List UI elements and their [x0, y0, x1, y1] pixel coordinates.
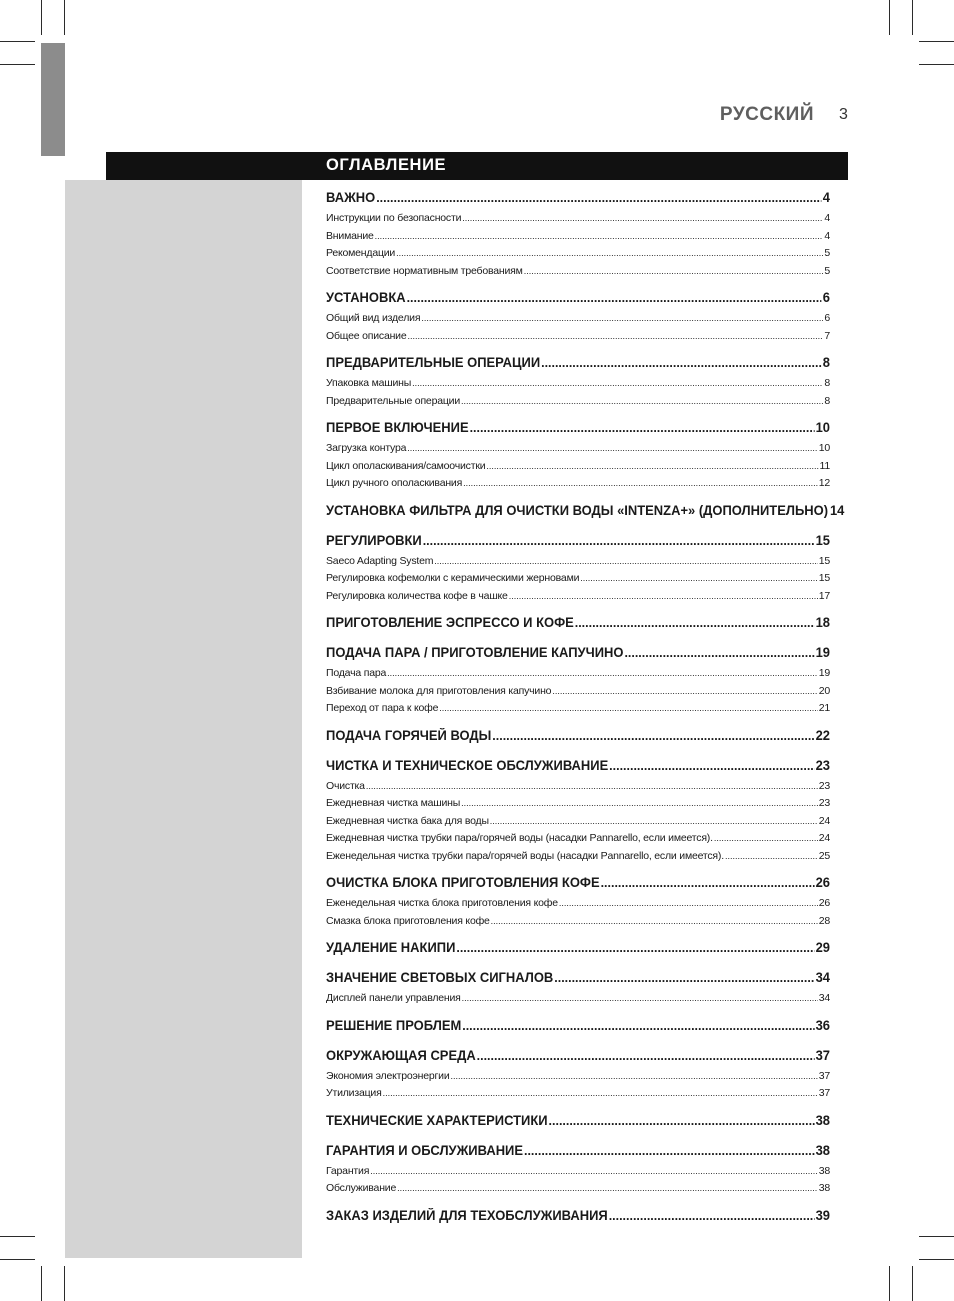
crop-mark [0, 64, 35, 65]
toc-heading-title: ЗНАЧЕНИЕ СВЕТОВЫХ СИГНАЛОВ [326, 970, 554, 985]
dot-leader [624, 645, 814, 660]
toc-entry[interactable] [326, 667, 830, 685]
toc-section [326, 355, 830, 412]
language-label: РУССКИЙ [719, 104, 814, 125]
toc-entry[interactable] [326, 442, 830, 460]
toc-section [326, 970, 830, 1010]
dot-leader [412, 378, 823, 388]
toc-entry[interactable] [326, 460, 830, 478]
crop-mark [919, 41, 954, 42]
toc-heading-page: 6 [822, 290, 830, 305]
toc-heading-title: УСТАНОВКА ФИЛЬТРА ДЛЯ ОЧИСТКИ ВОДЫ «INTENZA+» (ДОПОЛНИТЕЛЬНО) [326, 502, 829, 518]
toc-entry-title: Экономия электроэнергии [326, 1069, 450, 1082]
dot-leader [509, 591, 818, 601]
toc-entry-title: Еженедельная чистка блока приготовления кофе [326, 897, 558, 909]
toc-entry[interactable] [326, 815, 830, 833]
toc-entry[interactable] [326, 477, 830, 495]
toc-heading-page: 14 [829, 502, 845, 518]
toc-section [326, 1018, 830, 1040]
toc-heading-title: ГАРАНТИЯ И ОБСЛУЖИВАНИЕ [326, 1142, 524, 1158]
crop-mark [912, 1266, 913, 1301]
toc-heading[interactable] [326, 1113, 830, 1135]
toc-entry-page: 28 [818, 914, 830, 927]
dot-leader [396, 248, 823, 258]
toc-entry-page: 8 [824, 377, 830, 389]
dot-leader [470, 420, 815, 435]
toc-entry-title: Смазка блока приготовления кофе [326, 914, 490, 927]
crop-mark [0, 1259, 35, 1260]
toc-heading-page: 8 [822, 355, 830, 370]
toc-heading-title: ПОДАЧА ПАРА / ПРИГОТОВЛЕНИЕ КАПУЧИНО [326, 645, 624, 660]
toc-entry-title: Взбивание молока для приготовления капучино [326, 684, 552, 697]
toc-section [326, 1113, 830, 1135]
toc-entry-title: Переход от пара к кофе [326, 702, 439, 714]
dot-leader [486, 461, 818, 471]
toc-heading[interactable] [326, 1048, 830, 1070]
toc-heading[interactable] [326, 1208, 830, 1230]
toc-section [326, 1143, 830, 1200]
toc-entry-page: 37 [818, 1069, 830, 1082]
dot-leader [397, 1183, 818, 1193]
toc-heading-page: 18 [815, 615, 830, 630]
toc-entry-page: 25 [818, 849, 830, 862]
toc-entry-page: 11 [819, 459, 830, 472]
toc-entry[interactable] [326, 797, 830, 815]
toc-heading[interactable] [326, 355, 830, 377]
toc-heading-title: ПОДАЧА ГОРЯЧЕЙ ВОДЫ [326, 727, 492, 743]
toc-heading[interactable] [326, 290, 830, 312]
title-bar [106, 152, 848, 180]
crop-mark [41, 0, 42, 35]
toc-entry[interactable] [326, 897, 830, 915]
dot-leader [366, 781, 818, 791]
toc-entry[interactable] [326, 590, 830, 608]
toc-heading-title: ЗАКАЗ ИЗДЕЛИЙ ДЛЯ ТЕХОБСЛУЖИВАНИЯ [326, 1207, 608, 1223]
dot-leader [609, 758, 814, 773]
crop-mark [41, 1266, 42, 1301]
dot-leader [580, 573, 817, 583]
dot-leader [554, 970, 814, 985]
toc-section [326, 1208, 830, 1230]
toc-entry-title: Обслуживание [326, 1182, 397, 1194]
toc-section [326, 615, 830, 637]
toc-entry-title: Общий вид изделия [326, 312, 421, 324]
dot-leader [492, 728, 814, 743]
toc-entry[interactable] [326, 1182, 830, 1200]
toc-entry-title: Очистка [326, 779, 365, 792]
toc-entry-page: 6 [824, 312, 830, 324]
toc-entry[interactable] [326, 1070, 830, 1088]
toc-section [326, 875, 830, 932]
toc-section [326, 728, 830, 750]
toc-heading[interactable] [326, 875, 830, 897]
toc-heading-page: 39 [815, 1207, 830, 1223]
toc-heading[interactable] [326, 728, 830, 750]
dot-leader [407, 290, 822, 305]
toc-entry-title: Saeco Adapting System [326, 554, 434, 567]
table-of-contents [326, 190, 845, 1238]
toc-entry-page: 23 [818, 797, 830, 809]
toc-section [326, 533, 830, 608]
toc-heading-page: 37 [815, 1047, 830, 1063]
toc-entry-page: 8 [824, 394, 830, 407]
toc-entry[interactable] [326, 572, 830, 590]
toc-entry-title: Упаковка машины [326, 377, 412, 389]
toc-heading-title: ОКРУЖАЮЩАЯ СРЕДА [326, 1047, 476, 1063]
crop-mark [912, 0, 913, 35]
toc-entry[interactable] [326, 265, 830, 283]
dot-leader [559, 898, 818, 908]
toc-heading-title: ПРИГОТОВЛЕНИЕ ЭСПРЕССО И КОФЕ [326, 615, 574, 630]
toc-entry[interactable] [326, 832, 830, 850]
crop-mark [919, 1236, 954, 1237]
toc-heading-title: РЕГУЛИРОВКИ [326, 532, 422, 548]
toc-section [326, 290, 830, 347]
crop-mark [64, 1266, 65, 1301]
crop-mark [64, 0, 65, 35]
toc-entry-page: 38 [818, 1182, 830, 1194]
crop-mark [919, 64, 954, 65]
toc-heading-title: ВАЖНО [326, 190, 376, 205]
dot-leader [462, 213, 823, 223]
dot-leader [463, 478, 818, 488]
dot-leader [549, 1113, 815, 1128]
toc-entry-title: Регулировка кофемолки с керамическими жерновами [326, 572, 580, 584]
toc-section [326, 1048, 830, 1105]
dot-leader [524, 1143, 815, 1158]
dot-leader [477, 1048, 815, 1063]
toc-heading-page: 22 [815, 727, 830, 743]
toc-entry-page: 10 [818, 442, 830, 454]
toc-entry-title: Внимание [326, 229, 374, 242]
dot-leader [451, 1071, 818, 1081]
toc-entry-title: Регулировка количества кофе в чашке [326, 589, 508, 602]
dot-leader [376, 190, 822, 205]
toc-heading-title: ПЕРВОЕ ВКЛЮЧЕНИЕ [326, 420, 469, 435]
dot-leader [383, 1088, 818, 1098]
toc-heading-page: 38 [815, 1142, 830, 1158]
toc-entry-page: 15 [818, 554, 830, 567]
crop-mark [889, 1266, 890, 1301]
toc-entry[interactable] [326, 780, 830, 798]
page-number: 3 [839, 106, 848, 123]
toc-heading-title: УДАЛЕНИЕ НАКИПИ [326, 940, 456, 955]
toc-entry[interactable] [326, 247, 830, 265]
toc-entry[interactable] [326, 850, 830, 868]
toc-entry[interactable] [326, 212, 830, 230]
toc-entry-page: 37 [818, 1087, 830, 1099]
toc-heading-title: РЕШЕНИЕ ПРОБЛЕМ [326, 1017, 462, 1033]
toc-entry-title: Еженедельная чистка трубки пара/горячей воды (насадки Pannarello, если имеется). [326, 849, 724, 862]
toc-section [326, 940, 830, 962]
toc-entry[interactable] [326, 377, 830, 395]
toc-heading-page: 15 [815, 532, 830, 548]
toc-heading[interactable] [326, 533, 830, 555]
dot-leader [387, 668, 818, 678]
dot-leader [462, 1018, 814, 1033]
toc-entry-page: 19 [818, 667, 830, 679]
dot-leader [461, 396, 823, 406]
toc-entry-title: Цикл ополаскивания/самоочистки [326, 459, 486, 472]
toc-entry-title: Ежедневная чистка трубки пара/горячей воды (насадки Pannarello, если имеется). [326, 832, 713, 844]
dot-leader [490, 816, 818, 826]
toc-heading-page: 26 [815, 875, 830, 890]
dot-leader [609, 1208, 815, 1223]
toc-section [326, 190, 830, 282]
toc-heading-page: 29 [815, 940, 830, 955]
toc-heading[interactable] [326, 940, 830, 962]
dot-leader [370, 1166, 818, 1176]
crop-mark [919, 1259, 954, 1260]
toc-entry-page: 34 [818, 992, 830, 1004]
side-tab [41, 43, 65, 156]
toc-entry-title: Цикл ручного ополаскивания [326, 477, 463, 489]
crop-mark [0, 1236, 35, 1237]
dot-leader [421, 313, 823, 323]
toc-entry-title: Общее описание [326, 329, 407, 342]
toc-heading-title: ЧИСТКА И ТЕХНИЧЕСКОЕ ОБСЛУЖИВАНИЕ [326, 757, 609, 773]
toc-heading-page: 23 [815, 757, 830, 773]
toc-entry-page: 4 [824, 212, 830, 224]
toc-entry-title: Ежедневная чистка машины [326, 797, 461, 809]
toc-entry-page: 24 [818, 814, 830, 827]
dot-leader [375, 231, 824, 241]
toc-entry-title: Соответствие нормативным требованиям [326, 264, 523, 277]
toc-entry[interactable] [326, 312, 830, 330]
toc-entry[interactable] [326, 1165, 830, 1183]
toc-heading-page: 38 [815, 1112, 830, 1128]
toc-entry-title: Подача пара [326, 667, 387, 679]
toc-entry-page: 17 [818, 589, 830, 602]
toc-heading-title: ОЧИСТКА БЛОКА ПРИГОТОВЛЕНИЯ КОФЕ [326, 875, 600, 890]
toc-heading-page: 10 [815, 420, 830, 435]
dot-leader [725, 851, 818, 861]
toc-entry-title: Загрузка контура [326, 442, 407, 454]
left-panel [65, 180, 302, 1258]
toc-entry-title: Рекомендации [326, 247, 396, 259]
dot-leader [541, 355, 822, 370]
toc-heading[interactable] [326, 970, 830, 992]
dot-leader [552, 686, 817, 696]
toc-entry[interactable] [326, 1087, 830, 1105]
toc-entry[interactable] [326, 555, 830, 573]
toc-heading-page: 19 [815, 645, 830, 660]
toc-entry-page: 24 [818, 832, 830, 844]
toc-heading-title: ПРЕДВАРИТЕЛЬНЫЕ ОПЕРАЦИИ [326, 355, 541, 370]
toc-entry-title: Ежедневная чистка бака для воды [326, 814, 489, 827]
dot-leader [407, 331, 823, 341]
toc-entry-page: 12 [818, 477, 830, 489]
toc-entry-page: 7 [824, 329, 830, 342]
dot-leader [524, 266, 824, 276]
toc-heading[interactable] [326, 190, 830, 212]
toc-entry[interactable] [326, 915, 830, 933]
crop-mark [889, 0, 890, 35]
toc-section [326, 645, 830, 720]
toc-heading-page: 4 [822, 190, 830, 205]
crop-mark [0, 41, 35, 42]
toc-section [326, 502, 845, 525]
page-title: ОГЛАВЛЕНИЕ [326, 156, 447, 174]
toc-section [326, 420, 830, 495]
toc-heading-title: УСТАНОВКА [326, 290, 406, 305]
dot-leader [575, 615, 815, 630]
dot-leader [601, 875, 815, 890]
toc-entry-page: 15 [818, 572, 830, 584]
toc-heading[interactable] [326, 758, 830, 780]
toc-entry-page: 5 [824, 264, 830, 277]
toc-heading[interactable] [326, 1018, 830, 1040]
dot-leader [456, 940, 814, 955]
toc-entry-page: 5 [824, 247, 830, 259]
toc-entry[interactable] [326, 992, 830, 1010]
toc-entry[interactable] [326, 330, 830, 348]
toc-heading-page: 34 [815, 970, 830, 985]
toc-entry-title: Утилизация [326, 1087, 382, 1099]
toc-entry[interactable] [326, 685, 830, 703]
dot-leader [462, 993, 818, 1003]
toc-heading[interactable] [326, 615, 830, 637]
toc-entry-page: 26 [818, 897, 830, 909]
toc-entry-page: 23 [818, 779, 830, 792]
toc-entry-title: Предварительные операции [326, 394, 460, 407]
toc-section [326, 758, 830, 868]
toc-entry[interactable] [326, 395, 830, 413]
dot-leader [407, 443, 817, 453]
toc-heading[interactable] [326, 645, 830, 667]
dot-leader [461, 798, 818, 808]
dot-leader [491, 916, 818, 926]
toc-heading[interactable] [326, 420, 830, 442]
dot-leader [423, 533, 815, 548]
toc-entry-page: 4 [824, 229, 830, 242]
toc-heading[interactable] [326, 1143, 830, 1165]
toc-entry[interactable] [326, 702, 830, 720]
toc-entry-page: 21 [818, 702, 830, 714]
toc-entry-title: Дисплей панели управления [326, 992, 461, 1004]
toc-heading[interactable] [326, 502, 845, 525]
dot-leader [439, 703, 818, 713]
toc-entry-title: Инструкции по безопасности [326, 212, 462, 224]
toc-entry[interactable] [326, 230, 830, 248]
toc-heading-title: ТЕХНИЧЕСКИЕ ХАРАКТЕРИСТИКИ [326, 1112, 548, 1128]
toc-heading-page: 36 [815, 1017, 830, 1033]
toc-entry-page: 20 [818, 684, 830, 697]
dot-leader [434, 556, 817, 566]
dot-leader [714, 833, 818, 843]
toc-entry-title: Гарантия [326, 1164, 370, 1177]
toc-entry-page: 38 [818, 1164, 830, 1177]
